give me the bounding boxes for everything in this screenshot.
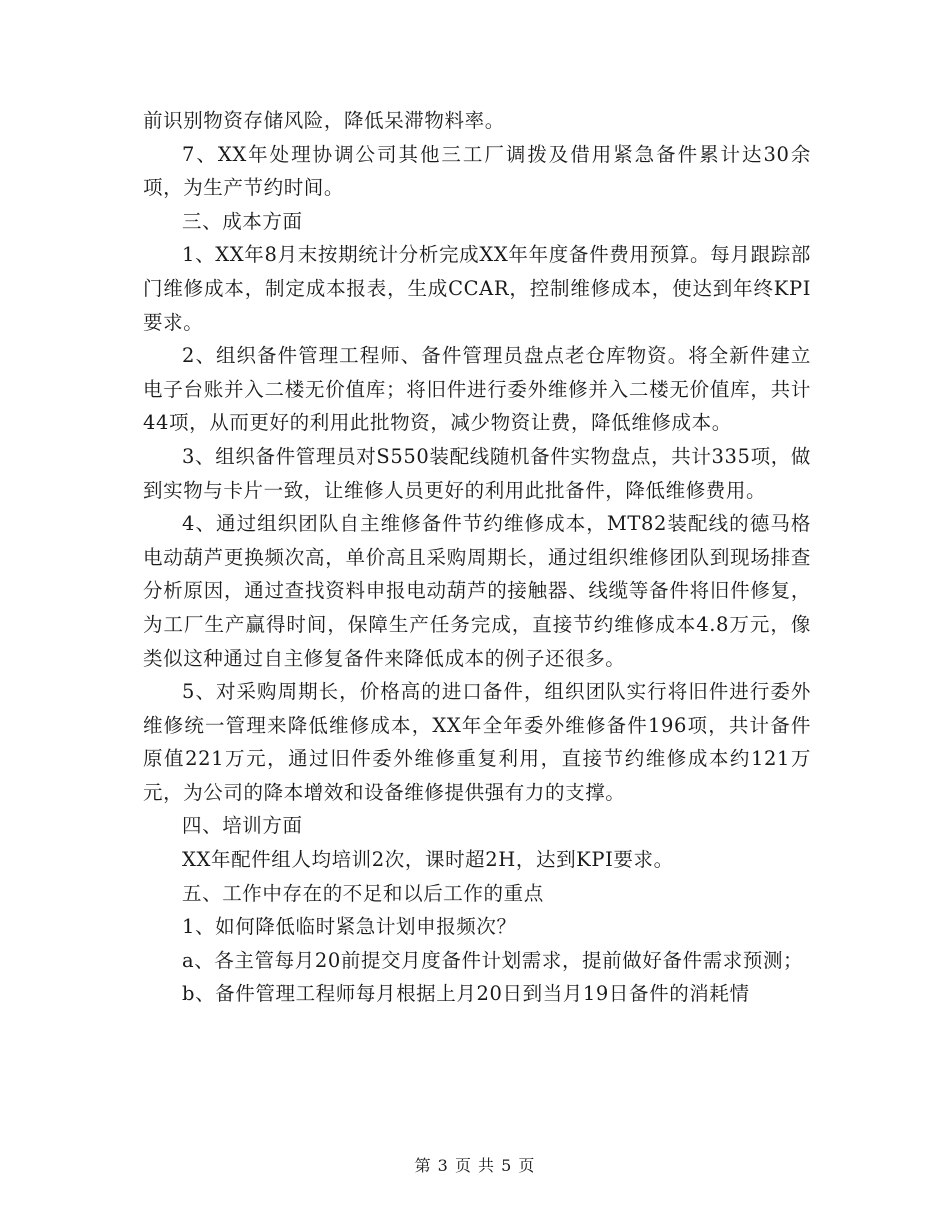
paragraph-0: 前识别物资存储风险，降低呆滞物料率。 xyxy=(143,109,505,132)
paragraph-7: 5、对采购周期长，价格高的进口备件，组织团队实行将旧件进行委外维修统一管理来降低维修成本，XX年全年委外维修备件196项，共计备件原值221万元，通过旧件委外维修重复利用，直接节约维修成本约121万元，为公司的降本增效和设备维修提供强有力的支撑。 xyxy=(143,680,811,804)
paragraph-12: a、各主管每月20前提交月度备件计划需求，提前做好备件需求预测； xyxy=(182,948,804,972)
paragraph-1: 7、XX年处理协调公司其他三工厂调拨及借用紧急备件累计达30余项，为生产节约时间。 xyxy=(143,142,811,200)
paragraph-6: 4、通过组织团队自主维修备件节约维修成本，MT82装配线的德马格电动葫芦更换频次高，单价高且采购周期长，通过组织维修团队到现场排查分析原因，通过查找资料申报电动葫芦的接触器、线缆等备件将旧件修复，为工厂生产赢得时间，保障生产任务完成，直接节约维修成本4.8万元，像类似这种通过自主修复备件来降低成本的例子还很多。 xyxy=(143,512,811,670)
paragraph-11: 1、如何降低临时紧急计划申报频次？ xyxy=(182,915,517,939)
paragraph-3: 1、XX年8月末按期统计分析完成XX年年度备件费用预算。每月跟踪部门维修成本，制定成本报表，生成CCAR，控制维修成本，使达到年终KPI要求。 xyxy=(143,243,811,334)
paragraph-5: 3、组织备件管理员对S550装配线随机备件实物盘点，共计335项，做到实物与卡片一致，让维修人员更好的利用此批备件，降低维修费用。 xyxy=(143,444,811,502)
paragraph-13: b、备件管理工程师每月根据上月20日到当月19日备件的消耗情 xyxy=(182,982,750,1006)
page-footer: 第 3 页 共 5 页 xyxy=(414,1156,536,1175)
paragraph-4: 2、组织备件管理工程师、备件管理员盘点老仓库物资。将全新件建立电子台账并入二楼无价值库；将旧件进行委外维修并入二楼无价值库，共计44项，从而更好的利用此批物资，减少物资让费，降低维修成本。 xyxy=(143,344,811,435)
paragraph-9: XX年配件组人均培训2次，课时超2H，达到KPI要求。 xyxy=(182,848,674,872)
section-heading-shortcomings: 五、工作中存在的不足和以后工作的重点 xyxy=(182,881,544,905)
section-heading-training: 四、培训方面 xyxy=(182,814,303,838)
section-heading-cost: 三、成本方面 xyxy=(182,209,303,233)
document-body xyxy=(143,104,811,1011)
